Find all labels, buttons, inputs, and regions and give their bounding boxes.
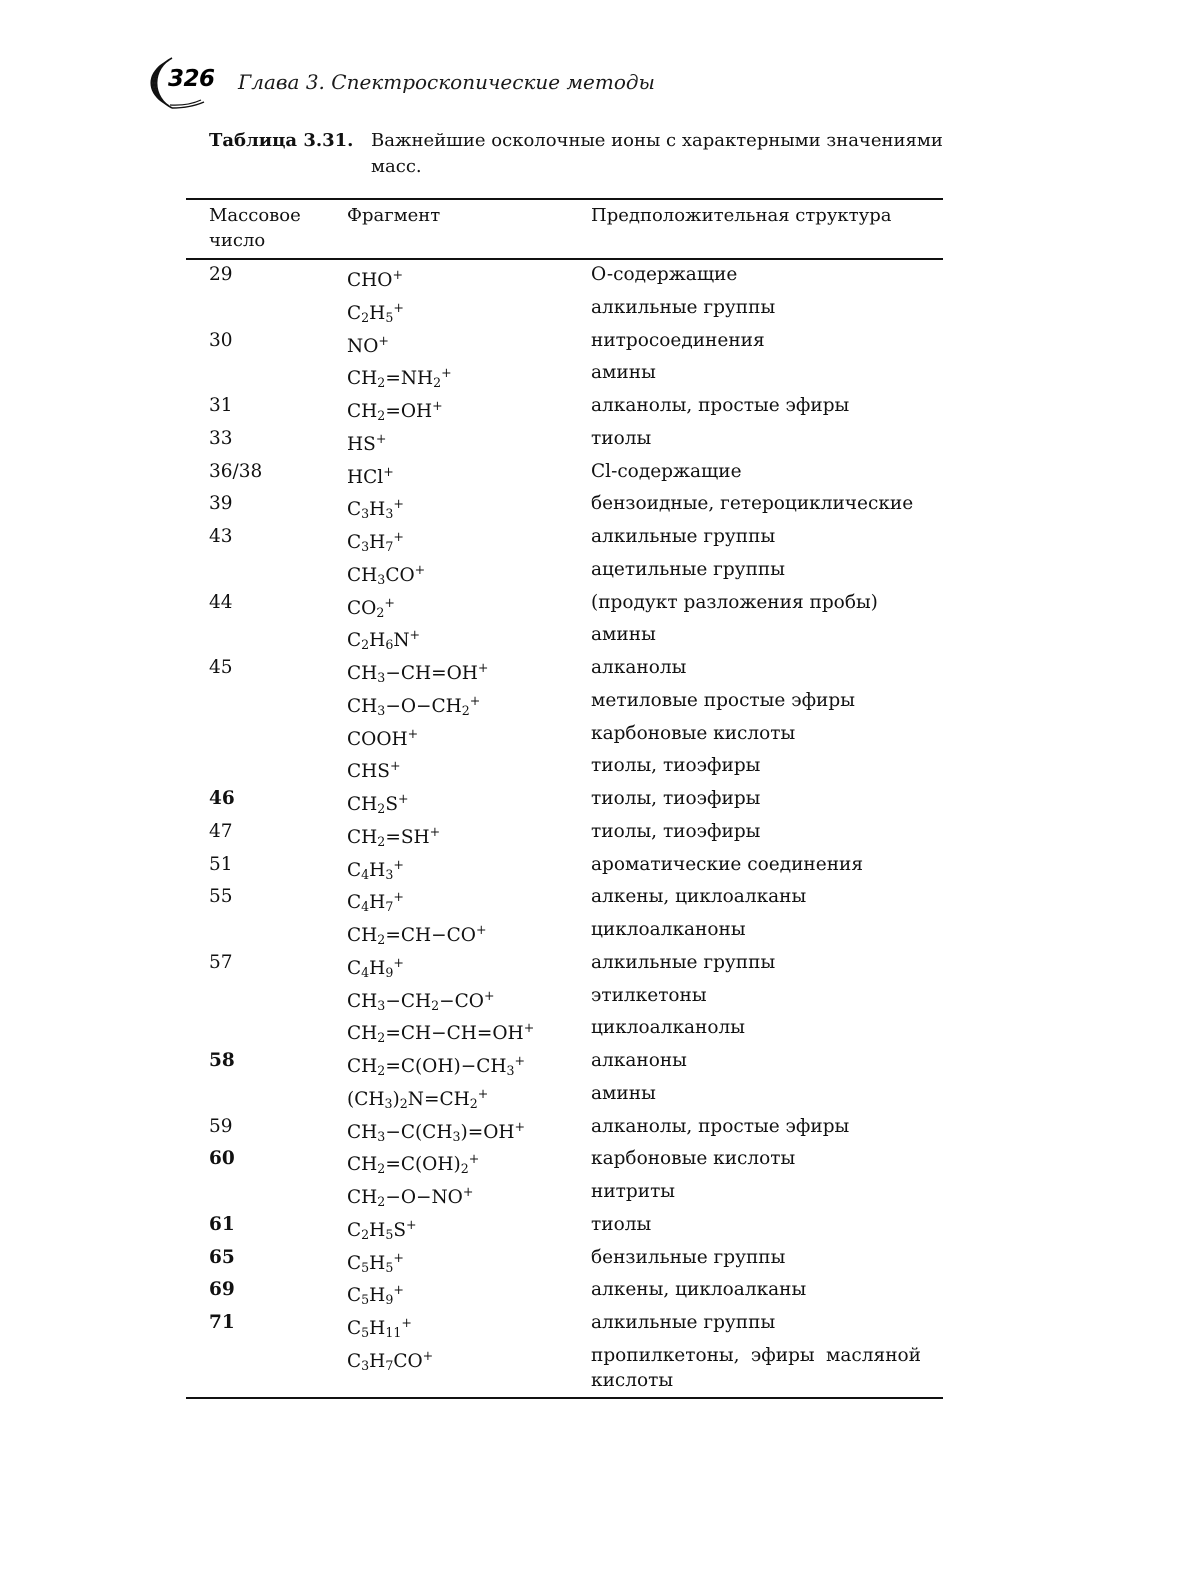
cell-fragment: $C_5H_9^+$ [347,1282,404,1308]
table-row [0,1179,1190,1212]
table-row [0,1048,1190,1081]
cell-structure: карбоновые кислоты [591,722,796,744]
cell-structure: карбоновые кислоты [591,1148,796,1170]
cell-structure: (продукт разложения пробы) [591,591,878,613]
cell-fragment: $CH_2=CH-CH=OH^+$ [347,1020,535,1046]
cell-structure: амины [591,362,656,384]
table-row [0,884,1190,917]
table-row [0,524,1190,557]
cell-fragment: $C_5H_5^+$ [347,1249,404,1275]
table-row [0,1081,1190,1114]
cell-structure: алканолы [591,657,687,678]
cell-structure: алкены, циклоалканы [591,1279,807,1301]
cell-mass: 43 [209,526,233,547]
cell-fragment: $CH_2=C(OH)_2^+$ [347,1151,480,1177]
column-header-structure: Предположительная структура [591,205,892,226]
table-row [0,1015,1190,1048]
cell-structure: бензильные группы [591,1246,786,1268]
cell-structure: пропилкетоны, эфиры масляной кислоты [591,1344,921,1391]
cell-fragment: $C_2H_6N^+$ [347,627,421,653]
cell-fragment: $CH_2S^+$ [347,791,409,817]
cell-fragment: COOH+ [347,725,419,750]
cell-structure: алкильные группы [591,1312,776,1333]
table-caption-label: Таблица 3.31. [209,130,354,151]
cell-fragment: $(CH_3)_2N=CH_2^+$ [347,1085,489,1111]
cell-fragment: $CH_3-CH=OH^+$ [347,660,489,686]
cell-structure: амины [591,1082,656,1104]
page-header [146,52,846,112]
cell-structure: алканолы, простые эфиры [591,1115,850,1137]
table-body [0,262,1190,1391]
cell-structure: тиолы, тиоэфиры [591,788,761,809]
table-row [0,557,1190,590]
cell-mass: 36/38 [209,460,263,482]
cell-structure: амины [591,624,656,646]
cell-fragment: $CH_2=NH_2^+$ [347,365,452,391]
cell-structure: циклоалканолы [591,1017,745,1039]
table-row [0,262,1190,295]
cell-structure: ацетильные группы [591,558,785,580]
cell-mass: 59 [209,1115,233,1137]
cell-fragment: $C_4H_3^+$ [347,856,404,882]
cell-structure: тиолы [591,427,652,449]
table-row [0,590,1190,623]
cell-fragment: NO+ [347,332,389,357]
cell-structure: бензоидные, гетероциклические [591,493,914,515]
cell-fragment: $CH_2=SH^+$ [347,823,441,849]
cell-fragment: $C_3H_7CO^+$ [347,1347,434,1373]
cell-structure: алкильные группы [591,296,776,318]
table-bottom-rule [186,1397,943,1399]
cell-fragment: $CH_3-O-CH_2^+$ [347,692,481,718]
cell-structure: алканолы, простые эфиры [591,395,850,416]
table-header-rule [186,258,943,260]
cell-mass: 69 [209,1279,235,1301]
cell-structure: нитриты [591,1181,676,1202]
table-row [0,360,1190,393]
table-row [0,917,1190,950]
table-row [0,721,1190,754]
cell-fragment: $CH_2=CH-CO^+$ [347,922,487,948]
table-row [0,393,1190,426]
cell-fragment: $C_2H_5S^+$ [347,1216,417,1242]
table-row [0,1343,1190,1391]
table-row [0,328,1190,361]
column-header-fragment: Фрагмент [347,205,441,226]
cell-mass: 57 [209,951,233,973]
table-row [0,459,1190,492]
cell-structure: этилкетоны [591,984,707,1006]
cell-fragment: $C_3H_3^+$ [347,496,404,522]
cell-mass: 33 [209,427,233,449]
cell-fragment: $C_4H_7^+$ [347,889,404,915]
table-row [0,491,1190,524]
table-row [0,1212,1190,1245]
cell-fragment: CHO+ [347,267,404,291]
cell-fragment: $CO_2^+$ [347,594,395,620]
table-row [0,1114,1190,1147]
cell-fragment: $C_2H_5^+$ [347,299,404,325]
cell-structure: алкены, циклоалканы [591,886,807,908]
table-row [0,983,1190,1016]
table-row [0,753,1190,786]
cell-structure: тиолы [591,1213,652,1235]
page-number-badge [146,52,226,112]
cell-mass: 46 [209,788,235,809]
cell-mass: 39 [209,493,233,515]
cell-mass: 55 [209,886,233,908]
cell-fragment: $C_4H_9^+$ [347,954,404,980]
cell-mass: 47 [209,820,233,842]
cell-fragment: $CH_2=OH^+$ [347,398,443,424]
table-caption-text: Важнейшие осколочные ионы с характерными значениями масс. [371,130,943,177]
table-top-rule [186,198,943,200]
table-row [0,426,1190,459]
table-row [0,688,1190,721]
table-row [0,1277,1190,1310]
table-row [0,950,1190,983]
cell-fragment: $CH_2-O-NO^+$ [347,1184,474,1210]
column-header-mass: Массовое число [209,205,301,251]
table-row [0,786,1190,819]
cell-mass: 44 [209,591,233,613]
cell-structure: нитросоединения [591,329,765,351]
cell-mass: 29 [209,264,233,285]
cell-mass: 58 [209,1050,235,1071]
cell-structure: тиолы, тиоэфиры [591,820,761,842]
cell-structure: алканоны [591,1050,687,1071]
cell-structure: тиолы, тиоэфиры [591,755,761,777]
running-head: Глава 3. Спектроскопические методы [238,70,655,94]
cell-mass: 71 [209,1312,235,1333]
cell-structure: циклоалканоны [591,919,746,940]
cell-fragment: HS+ [347,430,387,455]
table-row [0,1245,1190,1278]
cell-fragment: $C_3H_7^+$ [347,529,404,555]
cell-mass: 61 [209,1213,235,1235]
table-row [0,1310,1190,1343]
cell-fragment: HCl+ [347,463,394,488]
table-row [0,622,1190,655]
cell-mass: 45 [209,657,233,678]
table-row [0,852,1190,885]
cell-fragment: $CH_3-C(CH_3)=OH^+$ [347,1118,526,1144]
table-row [0,295,1190,328]
cell-structure: алкильные группы [591,951,776,973]
cell-fragment: CHS+ [347,758,401,783]
cell-fragment: $CH_2=C(OH)-CH_3^+$ [347,1053,526,1079]
cell-mass: 51 [209,853,233,875]
cell-structure: Cl-содержащие [591,460,742,482]
cell-fragment: $CH_3CO^+$ [347,561,426,587]
cell-structure: O-содержащие [591,264,738,285]
page-number: 326 [168,66,215,92]
cell-structure: алкильные группы [591,526,776,547]
cell-fragment: $CH_3-CH_2-CO^+$ [347,987,495,1013]
cell-fragment: $C_5H_{11}^+$ [347,1315,412,1341]
table-row [0,819,1190,852]
cell-mass: 30 [209,329,233,351]
table-row [0,1146,1190,1179]
cell-mass: 65 [209,1246,235,1268]
cell-mass: 60 [209,1148,235,1170]
cell-structure: метиловые простые эфиры [591,689,855,711]
cell-mass: 31 [209,395,233,416]
table-row [0,655,1190,688]
cell-structure: ароматические соединения [591,853,864,875]
